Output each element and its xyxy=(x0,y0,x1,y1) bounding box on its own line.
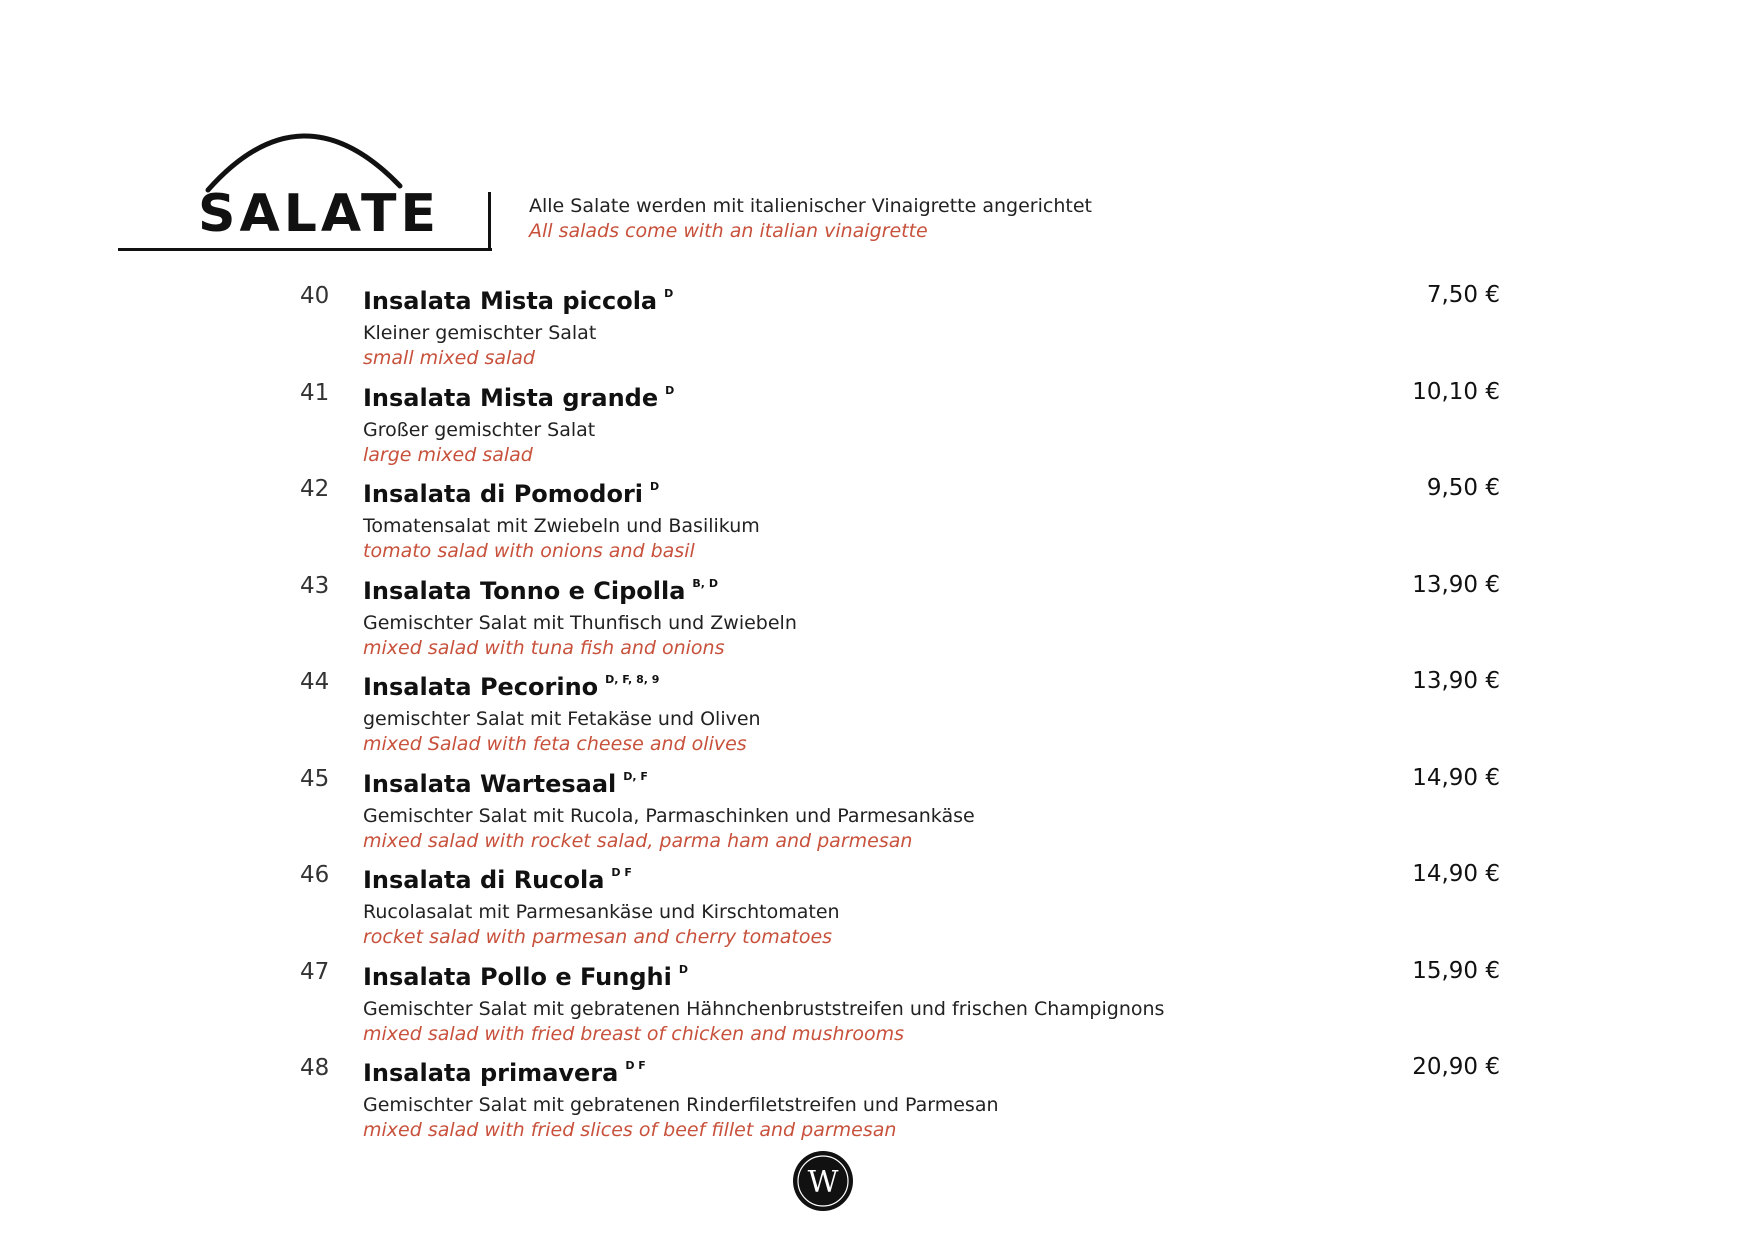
item-description-german: Gemischter Salat mit Thunfisch und Zwiebeln xyxy=(363,611,797,634)
item-description-german: Kleiner gemischter Salat xyxy=(363,322,597,344)
item-description-english: mixed salad with tuna fish and onions xyxy=(363,636,725,659)
logo-letter: W xyxy=(807,1165,839,1200)
item-number: 44 xyxy=(300,669,330,695)
item-allergens: D xyxy=(678,962,688,976)
menu-list xyxy=(300,278,1500,1147)
item-body xyxy=(363,568,1263,661)
item-name: Insalata Wartesaal xyxy=(363,769,617,798)
item-number: 48 xyxy=(300,1055,330,1081)
item-price: 20,90 € xyxy=(1412,1054,1500,1080)
menu-item xyxy=(300,761,1500,858)
item-price: 15,90 € xyxy=(1412,957,1500,984)
item-description-german: Gemischter Salat mit Rucola, Parmaschinken und Parmesankäse xyxy=(363,804,975,827)
item-allergens: D, F, 8, 9 xyxy=(605,673,660,686)
intro-german: Alle Salate werden mit italienischer Vinaigrette angerichtet xyxy=(529,195,1092,217)
menu-item xyxy=(300,471,1500,568)
menu-item xyxy=(300,568,1500,665)
item-body xyxy=(363,857,1263,950)
section-intro xyxy=(529,194,1129,244)
item-allergens: D xyxy=(664,287,674,300)
item-allergens: D F xyxy=(611,866,632,879)
item-description-english: rocket salad with parmesan and cherry tomatoes xyxy=(363,926,833,948)
item-number: 41 xyxy=(300,379,330,406)
item-description-english: mixed salad with fried slices of beef fillet and parmesan xyxy=(363,1119,897,1141)
item-price: 14,90 € xyxy=(1412,861,1500,887)
item-name: Insalata Pollo e Funghi xyxy=(363,962,672,991)
page-title: SALATE xyxy=(198,184,441,244)
item-price: 7,50 € xyxy=(1426,282,1500,308)
section-header xyxy=(118,110,1118,260)
title-divider xyxy=(488,192,491,250)
item-description-german: Gemischter Salat mit gebratenen Hähnchenbruststreifen und frischen Champignons xyxy=(363,997,1165,1020)
item-allergens: B, D xyxy=(692,576,718,590)
item-price: 13,90 € xyxy=(1412,668,1500,694)
menu-item xyxy=(300,857,1500,954)
item-price: 10,10 € xyxy=(1412,378,1500,405)
menu-item xyxy=(300,954,1500,1051)
item-description-german: gemischter Salat mit Fetakäse und Oliven xyxy=(363,708,761,730)
item-body xyxy=(363,375,1263,468)
title-underline xyxy=(118,248,492,251)
item-name: Insalata Mista grande xyxy=(363,383,659,412)
item-description-german: Tomatensalat mit Zwiebeln und Basilikum xyxy=(363,515,760,537)
restaurant-logo-icon xyxy=(792,1150,854,1212)
item-name: Insalata Mista piccola xyxy=(363,287,658,315)
item-name: Insalata di Pomodori xyxy=(363,480,644,508)
item-allergens: D xyxy=(665,383,675,397)
item-allergens: D, F xyxy=(623,769,648,783)
item-description-german: Gemischter Salat mit gebratenen Rinderfiletstreifen und Parmesan xyxy=(363,1094,999,1116)
item-description-english: tomato salad with onions and basil xyxy=(363,540,695,562)
item-allergens: D xyxy=(650,480,660,493)
item-number: 46 xyxy=(300,862,330,888)
item-body xyxy=(363,664,1263,757)
item-body xyxy=(363,1050,1263,1143)
item-allergens: D F xyxy=(625,1059,646,1072)
item-description-german: Rucolasalat mit Parmesankäse und Kirschtomaten xyxy=(363,901,840,923)
item-body xyxy=(363,471,1263,564)
menu-item xyxy=(300,278,1500,375)
item-description-english: large mixed salad xyxy=(363,443,533,466)
item-description-english: mixed salad with fried breast of chicken and mushrooms xyxy=(363,1022,904,1045)
item-price: 9,50 € xyxy=(1426,475,1500,501)
item-name: Insalata Tonno e Cipolla xyxy=(363,576,686,605)
item-name: Insalata di Rucola xyxy=(363,866,605,894)
menu-item xyxy=(300,664,1500,761)
menu-item xyxy=(300,375,1500,472)
item-number: 47 xyxy=(300,958,330,985)
item-number: 45 xyxy=(300,765,330,792)
item-name: Insalata Pecorino xyxy=(363,673,599,701)
intro-english: All salads come with an italian vinaigrette xyxy=(529,220,928,242)
item-number: 43 xyxy=(300,572,330,599)
arc-decoration-icon xyxy=(204,114,406,194)
item-description-german: Großer gemischter Salat xyxy=(363,418,596,441)
item-number: 42 xyxy=(300,476,330,502)
item-body xyxy=(363,954,1263,1047)
menu-item xyxy=(300,1050,1500,1147)
item-body xyxy=(363,278,1263,371)
item-price: 13,90 € xyxy=(1412,571,1500,598)
item-description-english: mixed salad with rocket salad, parma ham and parmesan xyxy=(363,829,913,852)
item-description-english: small mixed salad xyxy=(363,347,535,369)
item-number: 40 xyxy=(300,283,330,309)
item-description-english: mixed Salad with feta cheese and olives xyxy=(363,733,747,755)
item-price: 14,90 € xyxy=(1412,764,1500,791)
item-name: Insalata primavera xyxy=(363,1059,619,1087)
item-body xyxy=(363,761,1263,854)
